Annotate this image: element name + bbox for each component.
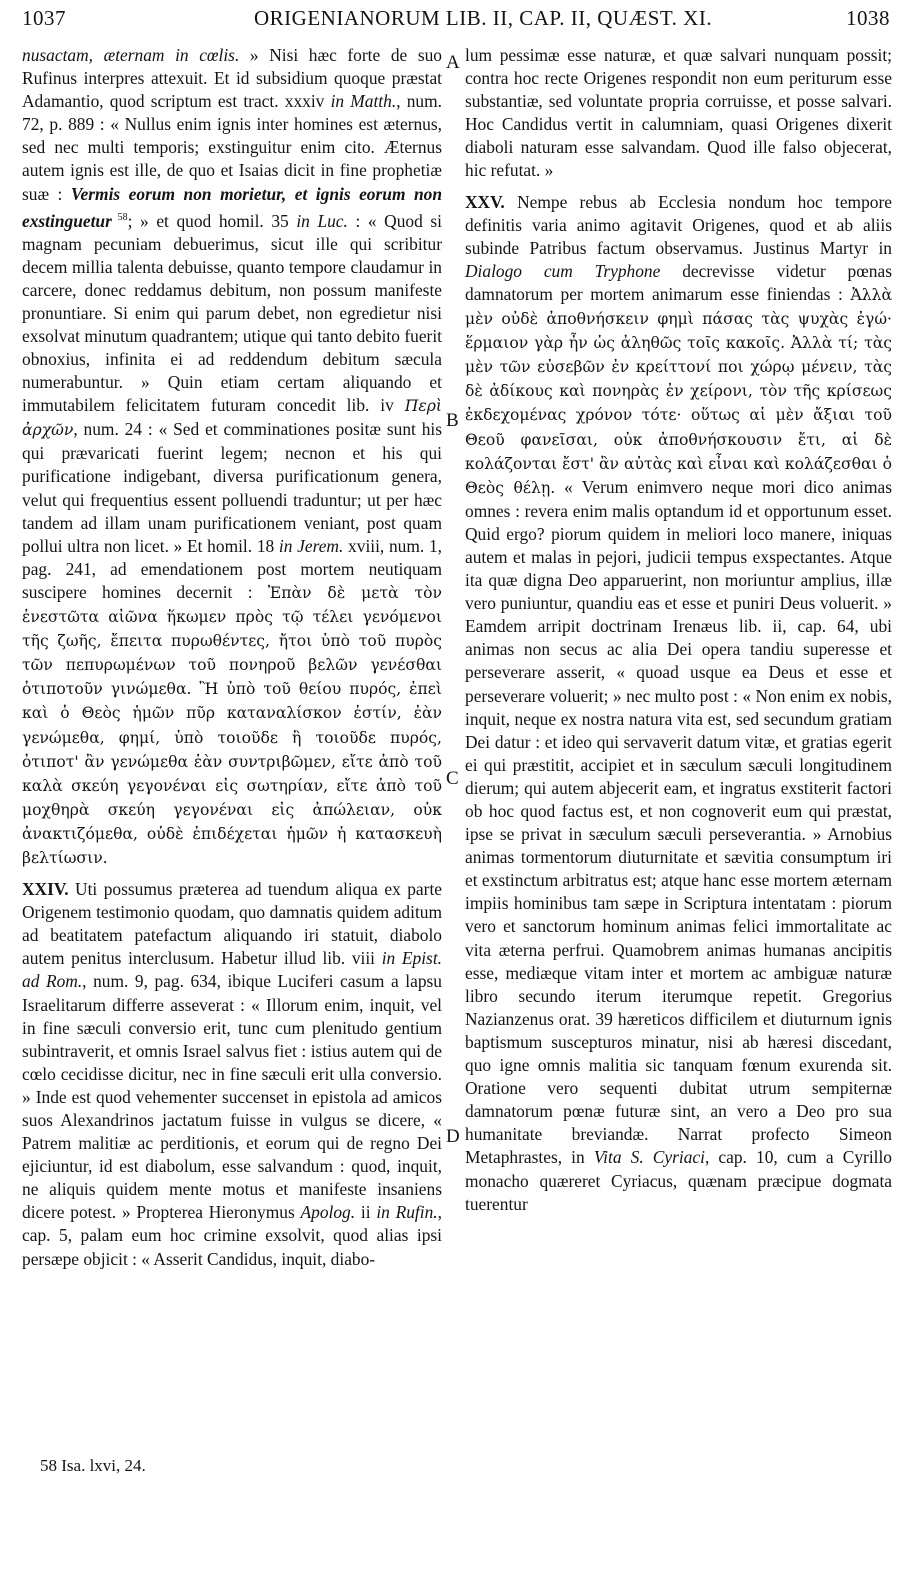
right-paragraph-2 (465, 191, 892, 1216)
text-segment: , cap. 10, cum a Cyrillo monacho quæreret Cyriacus, quænam præcipue dogmata tuerentur (465, 1147, 893, 1214)
section-number: XXIV. (22, 879, 69, 900)
text-segment: Vita S. Cyriaci (593, 1147, 705, 1168)
text-segment: in Epist. ad Rom. (22, 948, 443, 992)
footnote: 58 Isa. lxvi, 24. (40, 1456, 146, 1475)
text-segment: » Nisi hæc forte de suo Rufinus interpres attexuit. Et id subsidium quoque præstat Adamantio, quod scriptum est tract. xxxiv (22, 45, 442, 112)
page-number-left: 1037 (22, 6, 66, 30)
page-header (22, 6, 890, 34)
text-segment: ii (355, 1202, 377, 1223)
text-segment: in Jerem. (278, 535, 344, 556)
text-segment: : « Quod si magnam pecuniam debuerimus, sicut ille qui scribitur decem millia talenta debuisse, quanto tempore claudamur in carcere, donec reddamus debitum, non possum manifeste pronuntiare. Si enim qui parum debet, non egredietur nisi exsolvat minutum quadrantem; utique qui tanto debito fuerit obnoxius, infinita ei ad reddendum debitum sæcula numerabuntur. » Quin etiam certam aliquando et immutabilem felicitatem futuram concedit lib. iv (22, 210, 443, 416)
text-segment: , num. 9, pag. 634, ibique Luciferi casum a lapsu Israelitarum differre asseverat : « Illorum enim, inquit, vel in fine sæculi conversio erit, tunc cum plenitudo gentium subintraverit, et omnis Israel salvus fiet : istius autem qui de cœlo cecidisse dicitur, nec in fine sæculi erit ulla conversio. » Inde est quod vehementer succenset in epistola ad amicos suos Alexandrinos jactatum fuisse in vulgus se dicere, « Patrem malitiæ ac perditionis, et eorum qui de regno Dei ejiciuntur, id est diabolum, esse salvandum : quod, inquit, ne aliquis quidem mente motus et manifeste insaniens dicere potest. » Propterea Hieronymus (22, 971, 442, 1223)
right-column (465, 44, 892, 1216)
text-segment: ; » et quod homil. 35 (127, 210, 297, 231)
greek-quotation: Ἀλλὰ μὲν οὐδὲ ἀποθνήσκειν φημὶ πάσας τὰς ψυχὰς ἐγώ· ἕρμαιον γὰρ ἦν ὡς ἀληθῶς τοῖς κακοῖς. Ἀλλὰ τί; τὰς μὲν τῶν εὐσεβῶν ἐν κρείττονί ποι χώρῳ μένειν, τὰς δὲ ἀδίκους καὶ πονηρὰς ἐν χείρονι, τὸν τῆς κρίσεως ἐκδεχομένας χρόνον τότε· οὕτως αἱ μὲν ἄξιαι τοῦ Θεοῦ φανεῖσαι, οὐκ ἀποθνήσκουσιν ἔτι, αἱ δὲ κολάζονται ἔστ' ἂν αὐτὰς καὶ εἶναι καὶ κολάζεσθαι ὁ Θεὸς θέλῃ. (465, 285, 892, 497)
text-segment: , num. 72, p. 889 : « Nullus enim ignis inter homines est æternus, sed nec multi temporis; exstinguitur enim cito. Æternus autem ignis est ille, de quo et Isaias dicit in fine prophetiæ suæ : (22, 91, 442, 204)
footnote-ref: 58 (111, 211, 128, 223)
text-segment: decrevisse videtur pœnas damnatorum per mortem animarum esse finiendas : (465, 260, 892, 304)
margin-letter-c: C (446, 768, 459, 789)
text-segment: Dialogo cum Tryphone (465, 260, 661, 281)
margin-letter-d: D (446, 1126, 460, 1147)
margin-letter-b: B (446, 410, 459, 431)
text-segment: , cap. 5, palam eum hoc crimine exsolvit, quod alias ipsi persæpe objicit : « Asserit Candidus, inquit, diabo- (22, 1202, 442, 1269)
text-segment: , num. 24 : « Sed et comminationes positæ sunt his qui prævaricati fuerint legem; necnon et his qui purificatione indigebant, diversa purificationum genera, velut qui frequentius essent polluendi traduntur; ut per hæc tandem ad illam unam purificationem veniant, post quam pollui ultra non licet. » Et homil. 18 (22, 419, 442, 556)
left-column (22, 44, 442, 1271)
text-segment: Περὶ ἀρχῶν (22, 397, 442, 440)
text-segment: in Luc. (296, 210, 348, 231)
running-title: ORIGENIANORUM LIB. II, CAP. II, QUÆST. XI. (254, 6, 713, 30)
quotation-isaiah: Vermis eorum non morietur, et ignis eorum non exstinguetur (22, 183, 443, 231)
text-segment: « Verum enimvero neque mori dico animas omnes : revera enim malis optandum id et opportunum esset. Quid ergo? piorum quidem in meliori loco manere, iniquas autem et malas in pejori, judicii tempus exspectantes. Atque ita quæ digna Deo apparuerint, non moriuntur amplius, illæ vero puniuntur, quandiu eas et esse et puniri Deus voluerit. » Eamdem arripit doctrinam Irenæus lib. ii, cap. 64, ubi animas non secus ac alia Dei opera tandiu superesse et perseverare asserit, « quoad usque ea Deus et esse et perseverare voluerit; » nec multo post : « Non enim ex nobis, inquit, neque ex nostra natura vita est, sed secundum gratiam Dei datur : et ideo qui servaverit datum vitæ, et gratias egerit ei qui præstitit, accipiet et in sæculum sæculi longitudinem dierum; qui autem abjecerit eam, et ingratus exstiterit factori ob hoc quod factus est, et non cognoverit eum qui præstat, ipse se privat in sæculum sæculi perseverantia. » Arnobius animas tormentorum diuturnitate et sævitia consumptum iri et exstinctum arbitratus est; atque hanc esse mortem æternam impiis hominibus tam sæpe in Scriptura intentatam : piorum vero et sanctorum hominum animas felici immortalitate ac vita æterna perfrui. Quamobrem animas humanas ancipitis esse, mediæque vitam inter et mortem ac ambiguæ naturæ libro secundo iterum iterumque repetit. Gregorius Nazianzenus orat. 39 hæreticos difficilem et diuturnum ignis baptismum suscepturos minatur, nisi ab hæresi discedant, quo igne omnis malitia sic tanquam fœnum exurenda sit. Oratione vero sequenti dubitat utrum sempiternæ damnatorum pœnæ futuræ sint, an vero a Deo pro sua humanitate breviandæ. Narrat profecto Simeon Metaphrastes, in (465, 476, 893, 1168)
text-segment: Nempe rebus ab Ecclesia nondum hoc tempore definitis varia animo agitavit Origenes, quod et ab aliis subinde Patribus factum observamus. Justinus Martyr in (465, 191, 892, 258)
right-paragraph-1: lum pessimæ esse naturæ, et quæ salvari nunquam possit; contra hoc recte Origenes respondit non eum periturum esse substantiæ, sed voluntate propria corruisse, et posse salvari. Hoc Candidus vertit in calumniam, quasi Origenes dixerit diaboli naturam esse salvandam. Quod ille falso objecerat, hic refutat. » (465, 45, 892, 181)
text-segment: Uti possumus præterea ad tuendum aliqua ex parte Origenem testimonio quodam, quo damnatis quidem aditum ad beatitatem patefactum aliquando iri statuit, diabolo autem penitus interclusum. Habetur illud lib. viii (22, 879, 442, 969)
left-paragraph-1 (22, 44, 442, 870)
page-number-right: 1038 (846, 6, 890, 30)
text-segment: xviii, num. 1, pag. 241, ad emendationem post mortem neutiquam suscipere homines decernit : (22, 535, 442, 602)
text-segment: in Matth. (330, 91, 397, 112)
left-paragraph-2 (22, 878, 442, 1271)
greek-quotation: Ἐπὰν δὲ μετὰ τὸν ἐνεστῶτα αἰῶνα ἥκωμεν πρὸς τῷ τέλει γενόμενοι τῆς ζωῆς, ἔπειτα πυρωθέντες, ἤτοι ὑπὸ τοῦ πυρὸς τῶν πεπυρωμένων τοῦ πονηροῦ βελῶν γενέσθαι ὀτιποτοῦν γινώμεθα. Ἢ ὑπὸ τοῦ θείου πυρός, ἐπεὶ καὶ ὁ Θεὸς ἡμῶν πῦρ καταναλίσκον ἐστίν, ἐὰν γενώμεθα, φημί, ὑπὸ τοιοῦδε ἢ τοιοῦδε πυρός, ὀτιποτ' ἂν γενώμεθα ἐὰν συντριβῶμεν, εἴτε ἀπὸ τοῦ καλὰ σκεύη γεγονέναι εἰς σωτηρίαν, εἴτε ἀπὸ τοῦ μοχθηρὰ σκεύη γεγονέναι εἰς ἀπώλειαν, οὐκ ἀνακτιζόμεθα, οὐδὲ ἐπιδέχεται ἡμῶν ἡ κατασκευὴ βελτίωσιν. (22, 583, 442, 867)
text-segment: Apolog. (300, 1202, 356, 1223)
section-number: XXV. (465, 191, 505, 212)
text-segment: in Rufin. (376, 1202, 438, 1223)
margin-letter-a: A (446, 52, 460, 73)
text-segment: nusactam, æternam in cœlis. (22, 45, 240, 65)
